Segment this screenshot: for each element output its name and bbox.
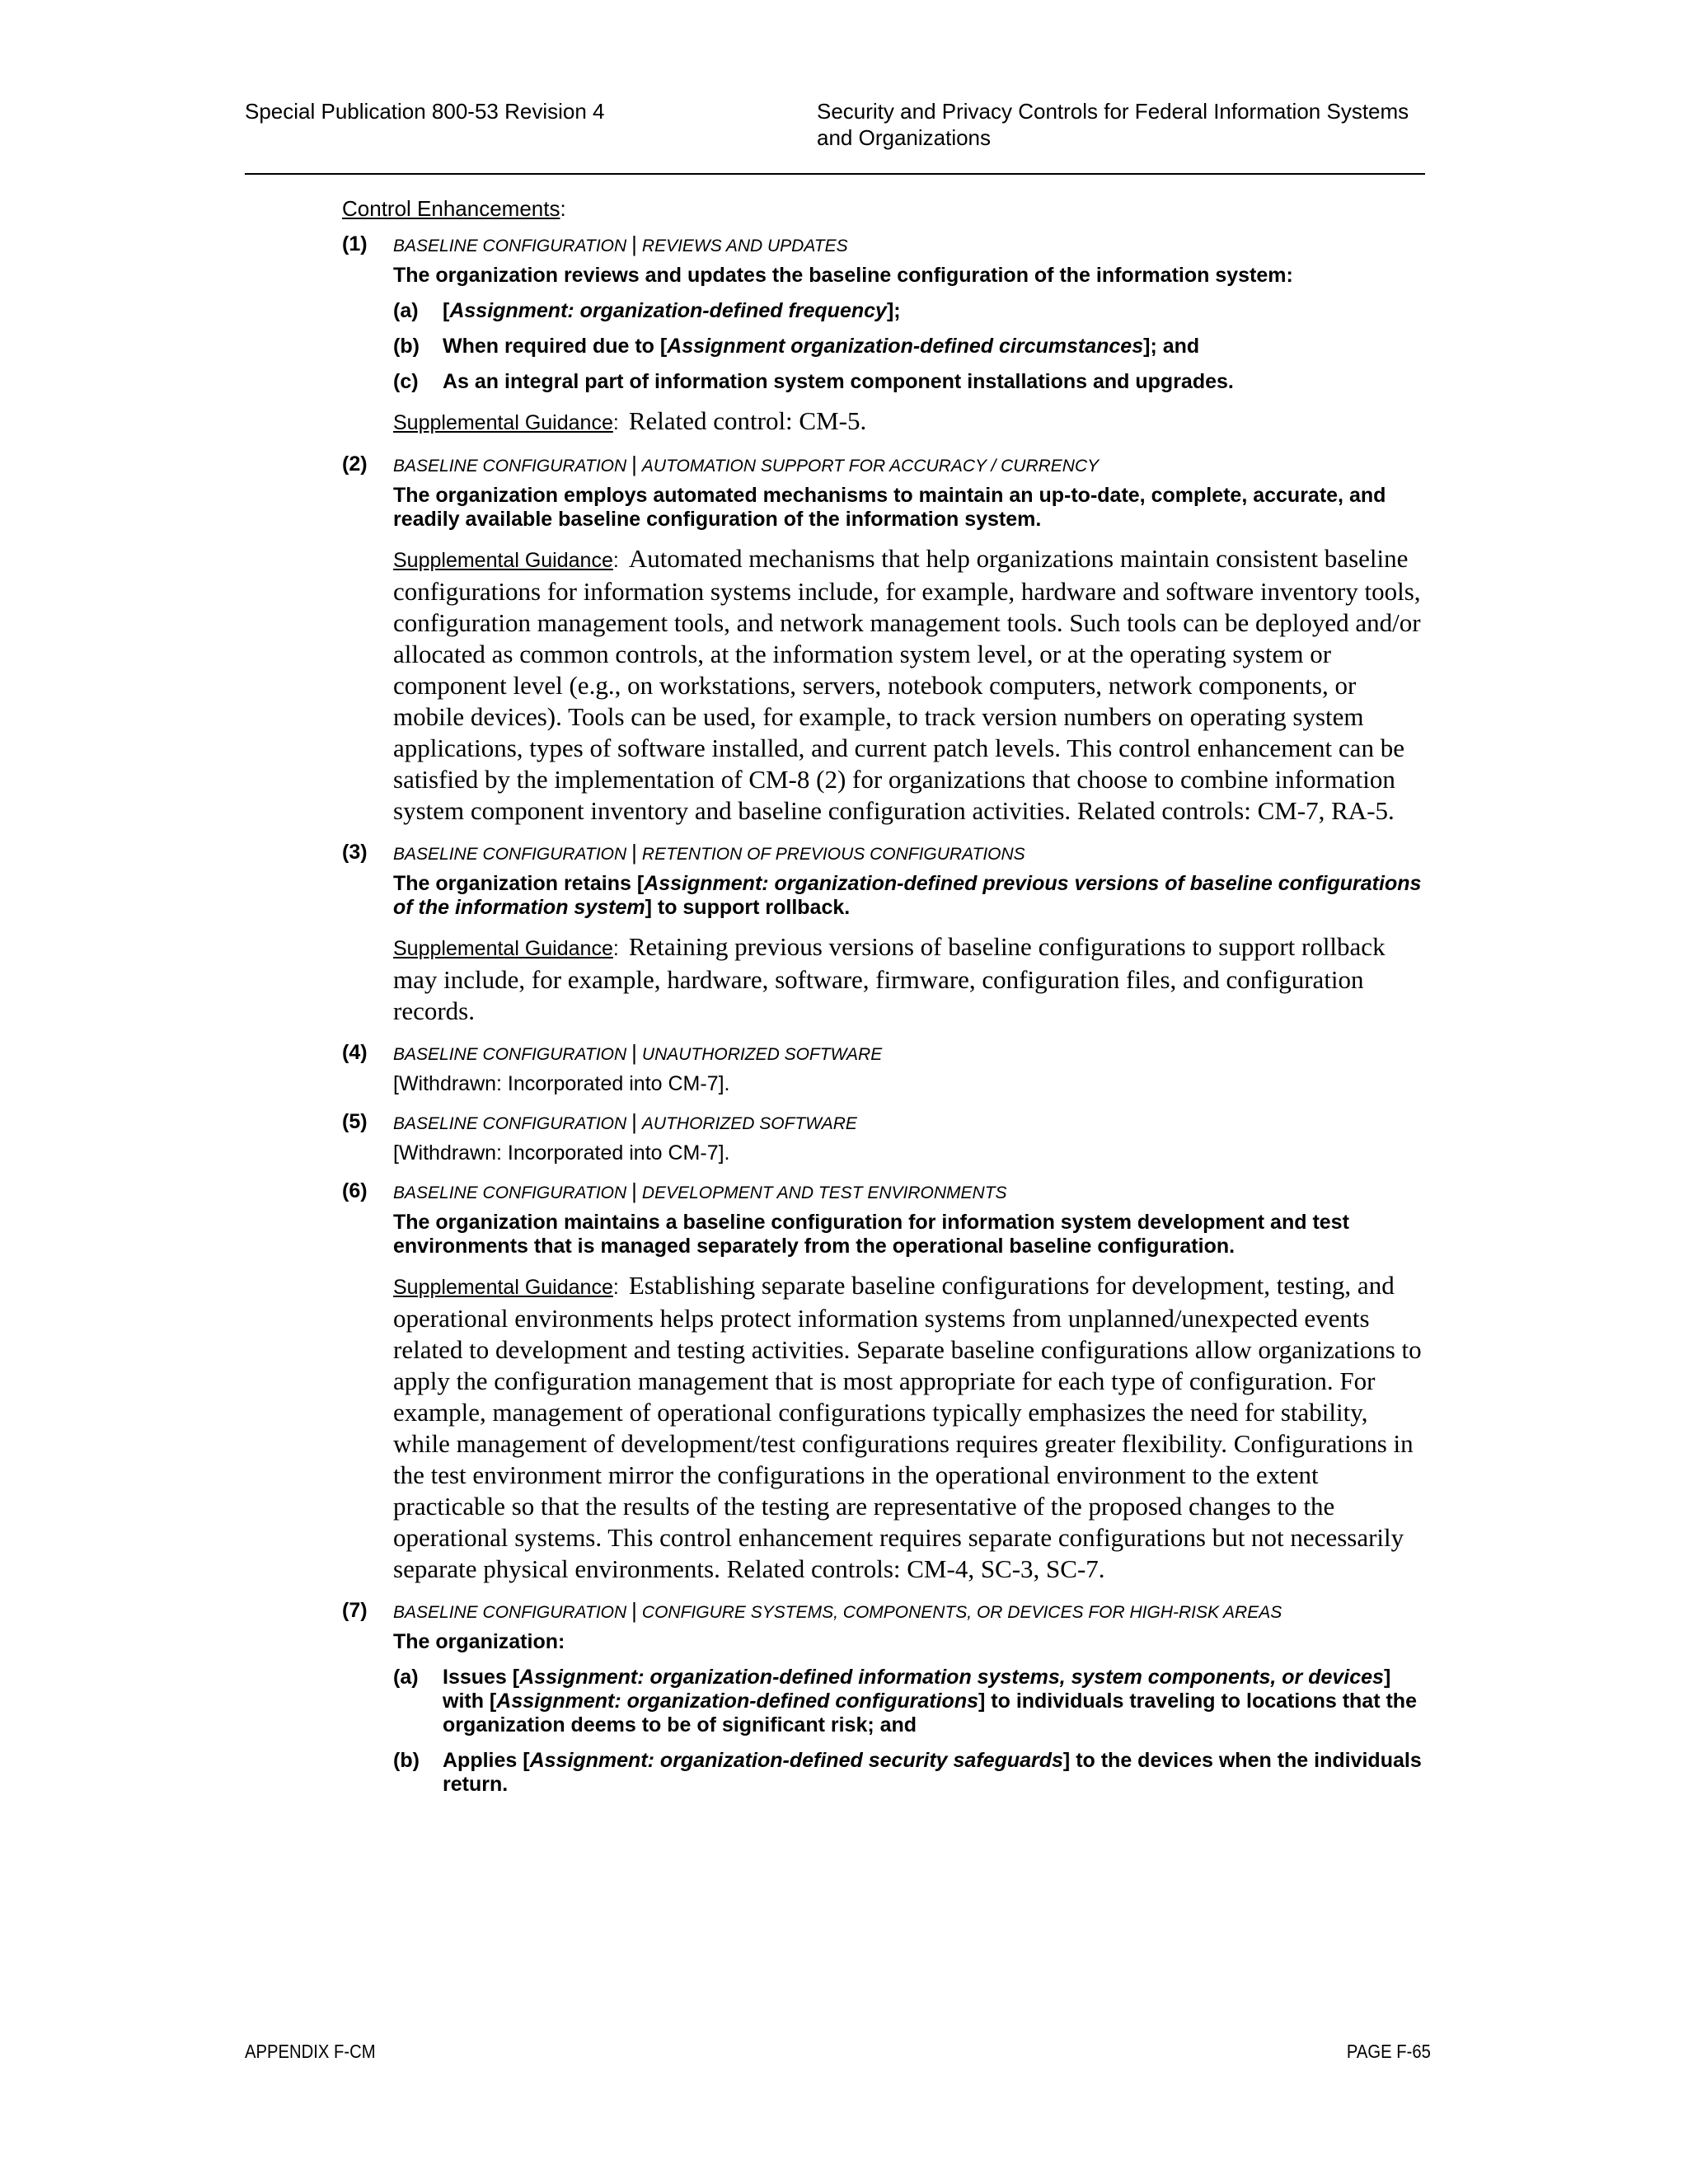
header-divider — [245, 173, 1425, 175]
enhancement-statement: The organization maintains a baseline configuration for information system development and test environments that is managed separately from the operational baseline configuration. — [393, 1211, 1349, 1258]
guidance-label: Supplemental Guidance — [393, 549, 613, 572]
guidance-colon: : — [612, 549, 619, 572]
guidance-text: Establishing separate baseline configurations for development, testing, and operational environments helps protect information systems from unplanned/unexpected events related to development and testing activities. Separate baseline configurations allow organizations to apply the configuration management that is most appropriate for each type of configuration. For example, management of operational configurations typically emphasizes the need for stability, while management of development/test configurations requires greater flexibility. Configurations in the test environment mirror the configurations in the operational environment to the extent practicable so that the results of the testing are representative of the proposed changes to the operational systems. This control enhancement requires separate configurations but not necessarily separate physical environments. Related controls: CM-4, SC-3, SC-7. — [393, 1271, 1422, 1583]
item-text-end: ] to individuals traveling to locations that the organization deems to be of significant risk; and — [443, 1690, 1417, 1736]
enhancement-number: (7) — [342, 1599, 368, 1622]
guidance-colon: : — [612, 937, 619, 960]
enhancement-heading — [393, 1040, 1430, 1067]
section-title-colon: : — [560, 196, 566, 221]
item-text: As an integral part of information system component installations and upgrades. — [443, 370, 1234, 393]
item-text: When required due to [ — [443, 335, 668, 358]
header-title-line2: and Organizations — [817, 125, 992, 150]
enhancement-heading — [393, 1598, 1430, 1625]
assignment-text: Assignment: organization-defined security safeguards — [529, 1749, 1063, 1772]
section-title-text: Control Enhancements — [342, 196, 560, 221]
heading-title: CONFIGURE SYSTEMS, COMPONENTS, OR DEVICES FOR HIGH-RISK AREAS — [641, 1603, 1282, 1622]
item-letter: (b) — [393, 335, 420, 358]
heading-control: BASELINE CONFIGURATION — [393, 1114, 627, 1133]
heading-separator: | — [631, 452, 637, 476]
item-text-end: ]; — [886, 299, 901, 322]
supplemental-guidance — [393, 543, 1430, 827]
header-title — [817, 98, 1443, 151]
item-letter: (a) — [393, 299, 419, 322]
heading-control: BASELINE CONFIGURATION — [393, 1603, 627, 1622]
guidance-label: Supplemental Guidance — [393, 937, 613, 960]
supplemental-guidance — [393, 931, 1430, 1027]
item-text-end: ]; and — [1143, 335, 1200, 358]
enhancement-heading — [393, 1109, 1430, 1137]
enhancement-number: (4) — [342, 1041, 368, 1064]
item-text-mid: ] with [ — [443, 1666, 1391, 1713]
item-text: Applies [ — [443, 1749, 530, 1772]
statement-text-end: ] to support rollback. — [645, 896, 851, 919]
list-item — [393, 1749, 1430, 1797]
section-title — [342, 195, 1430, 222]
guidance-label: Supplemental Guidance — [393, 411, 613, 434]
guidance-text: Related control: CM-5. — [628, 406, 867, 435]
guidance-colon: : — [612, 1276, 619, 1299]
header-publication: Special Publication 800-53 Revision 4 — [245, 99, 605, 124]
enhancement-heading — [393, 452, 1430, 479]
main-content — [342, 195, 1430, 1810]
heading-separator: | — [631, 840, 637, 865]
supplemental-guidance — [393, 1270, 1430, 1585]
list-item — [393, 299, 1430, 323]
supplemental-guidance — [393, 405, 1430, 438]
list-item — [393, 370, 1430, 394]
footer-appendix: APPENDIX F-CM — [245, 2041, 376, 2062]
item-text: Issues [ — [443, 1666, 520, 1689]
assignment-text: Assignment organization-defined circumstances — [667, 335, 1144, 358]
guidance-colon: : — [612, 411, 619, 434]
enhancement-1 — [342, 232, 1430, 438]
enhancement-number: (6) — [342, 1179, 368, 1202]
list-item — [393, 1666, 1430, 1737]
enhancement-statement: The organization reviews and updates the baseline configuration of the information system: — [393, 264, 1293, 287]
heading-control: BASELINE CONFIGURATION — [393, 1045, 627, 1064]
enhancement-6 — [342, 1179, 1430, 1585]
heading-control: BASELINE CONFIGURATION — [393, 845, 627, 864]
heading-title: RETENTION OF PREVIOUS CONFIGURATIONS — [641, 845, 1025, 864]
header-title-line1: Security and Privacy Controls for Federal Information Systems — [817, 99, 1409, 124]
enhancement-number: (3) — [342, 841, 368, 864]
enhancement-heading — [393, 232, 1430, 259]
assignment-text: Assignment: organization-defined configurations — [496, 1690, 978, 1713]
enhancement-number: (2) — [342, 452, 368, 476]
heading-title: AUTHORIZED SOFTWARE — [641, 1114, 857, 1133]
heading-title: REVIEWS AND UPDATES — [641, 237, 848, 255]
heading-control: BASELINE CONFIGURATION — [393, 457, 627, 476]
heading-separator: | — [631, 1040, 637, 1065]
guidance-text: Automated mechanisms that help organizations maintain consistent baseline configurations for information systems include, for example, hardware and software inventory tools, configuration management tools, and network management tools. Such tools can be deployed and/or allocated as common controls, at the information system level, or at the operating system or component level (e.g., on workstations, servers, notebook computers, network components, or mobile devices). Tools can be used, for example, to track version numbers on operating system applications, types of software installed, and current patch levels. This control enhancement can be satisfied by the implementation of CM-8 (2) for organizations that choose to combine information system component inventory and baseline configuration activities. Related controls: CM-7, RA-5. — [393, 544, 1421, 825]
item-text-end: ] to the devices when the individuals return. — [443, 1749, 1422, 1796]
heading-title: UNAUTHORIZED SOFTWARE — [641, 1045, 883, 1064]
guidance-label: Supplemental Guidance — [393, 1276, 613, 1299]
enhancement-2 — [342, 452, 1430, 827]
enhancement-heading — [393, 840, 1430, 867]
heading-separator: | — [631, 232, 637, 256]
enhancement-3 — [342, 840, 1430, 1027]
heading-separator: | — [631, 1109, 637, 1134]
statement-text: The organization retains [ — [393, 872, 645, 895]
enhancement-heading — [393, 1179, 1430, 1206]
enhancement-number: (5) — [342, 1110, 368, 1133]
heading-title: DEVELOPMENT AND TEST ENVIRONMENTS — [641, 1183, 1007, 1202]
assignment-text: Assignment: organization-defined previous versions of baseline configurations of the information system — [393, 872, 1422, 919]
withdrawn-note: [Withdrawn: Incorporated into CM-7]. — [393, 1072, 730, 1095]
item-text: [ — [443, 299, 450, 322]
enhancement-statement: The organization: — [393, 1630, 565, 1653]
heading-control: BASELINE CONFIGURATION — [393, 1183, 627, 1202]
heading-separator: | — [631, 1598, 637, 1623]
item-letter: (a) — [393, 1666, 419, 1689]
enhancement-5 — [342, 1109, 1430, 1165]
assignment-text: Assignment: organization-defined information systems, system components, or devices — [519, 1666, 1384, 1689]
enhancement-number: (1) — [342, 232, 368, 255]
withdrawn-note: [Withdrawn: Incorporated into CM-7]. — [393, 1141, 730, 1165]
assignment-text: Assignment: organization-defined frequency — [449, 299, 887, 322]
heading-separator: | — [631, 1179, 637, 1203]
enhancement-7 — [342, 1598, 1430, 1797]
enhancement-statement: The organization employs automated mechanisms to maintain an up-to-date, complete, accurate, and readily available baseline configuration of the information system. — [393, 484, 1386, 531]
footer-page-number: PAGE F-65 — [1347, 2041, 1431, 2062]
enhancement-statement — [393, 872, 1430, 920]
item-letter: (b) — [393, 1749, 420, 1772]
guidance-text: Retaining previous versions of baseline configurations to support rollback may include, for example, hardware, software, firmware, configuration files, and configuration records. — [393, 932, 1386, 1025]
enhancement-4 — [342, 1040, 1430, 1096]
list-item — [393, 335, 1430, 359]
heading-title: AUTOMATION SUPPORT FOR ACCURACY / CURRENCY — [641, 457, 1100, 476]
heading-control: BASELINE CONFIGURATION — [393, 237, 627, 255]
item-letter: (c) — [393, 370, 419, 393]
